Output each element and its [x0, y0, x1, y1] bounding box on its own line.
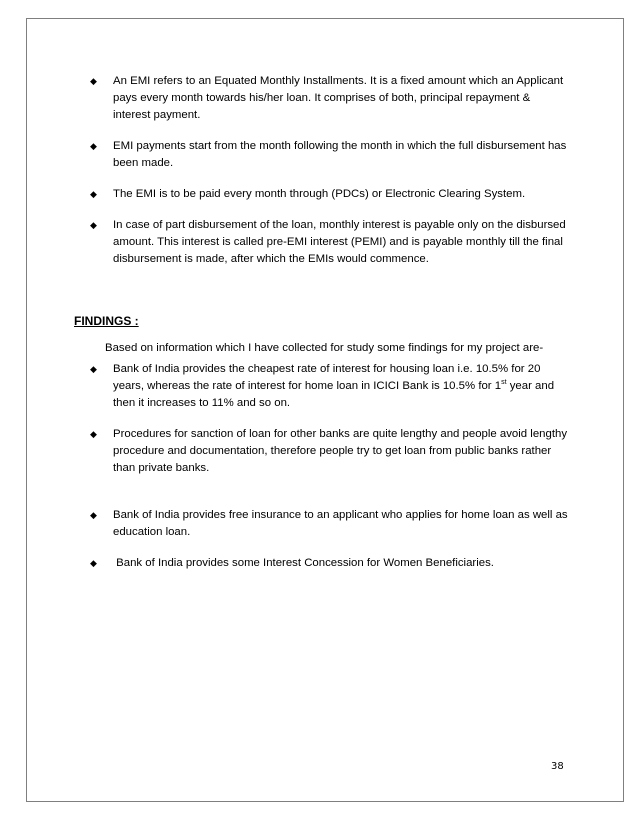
ordinal-superscript: st	[501, 379, 507, 387]
diamond-bullet-icon: ◆	[90, 189, 97, 199]
diamond-bullet-icon: ◆	[90, 220, 97, 230]
emi-point-text: An EMI refers to an Equated Monthly Installments. It is a fixed amount which an Applicant pays every month towards his/her loan. It comprises of both, principal repayment & interest payment.	[113, 75, 564, 121]
finding-text-part: Bank of India provides the cheapest rate of interest for housing loan i.e. 10.5% for 20 years, whereas the rate of interest for home loan in ICICI Bank is 10.5% for 1	[113, 363, 541, 392]
list-item	[90, 361, 570, 412]
list-item	[90, 555, 570, 572]
finding-text: Bank of India provides some Interest Concession for Women Beneficiaries.	[113, 557, 494, 569]
finding-text: Bank of India provides free insurance to an applicant who applies for home loan as well as education loan.	[113, 509, 568, 538]
list-item	[90, 426, 570, 477]
diamond-bullet-icon: ◆	[90, 558, 97, 568]
diamond-bullet-icon: ◆	[90, 429, 97, 439]
emi-point-text: In case of part disbursement of the loan, monthly interest is payable only on the disbursed amount. This interest is called pre-EMI interest (PEMI) and is payable monthly till the final disbursement is made, after which the EMIs would commence.	[113, 219, 566, 265]
finding-text	[113, 363, 554, 409]
finding-text-part: year and then it increases to 11% and so on.	[113, 380, 555, 409]
list-item	[90, 186, 570, 203]
findings-intro: Based on information which I have collected for study some findings for my project are-	[105, 342, 544, 354]
page-number: 38	[551, 761, 564, 772]
emi-point-text: The EMI is to be paid every month through (PDCs) or Electronic Clearing System.	[113, 188, 526, 200]
list-item	[90, 217, 570, 268]
list-item	[90, 73, 570, 124]
finding-text: Procedures for sanction of loan for other banks are quite lengthy and people avoid lengthy procedure and documentation, therefore people try to get loan from public banks rather than private banks.	[113, 428, 568, 474]
diamond-bullet-icon: ◆	[90, 141, 97, 151]
findings-heading: FINDINGS :	[74, 314, 139, 328]
diamond-bullet-icon: ◆	[90, 364, 97, 374]
diamond-bullet-icon: ◆	[90, 510, 97, 520]
list-item	[90, 138, 570, 172]
list-item	[90, 507, 570, 541]
emi-point-text: EMI payments start from the month following the month in which the full disbursement has been made.	[113, 140, 567, 169]
emi-bullet-list	[90, 73, 570, 268]
diamond-bullet-icon: ◆	[90, 76, 97, 86]
findings-bullet-list	[90, 361, 570, 572]
